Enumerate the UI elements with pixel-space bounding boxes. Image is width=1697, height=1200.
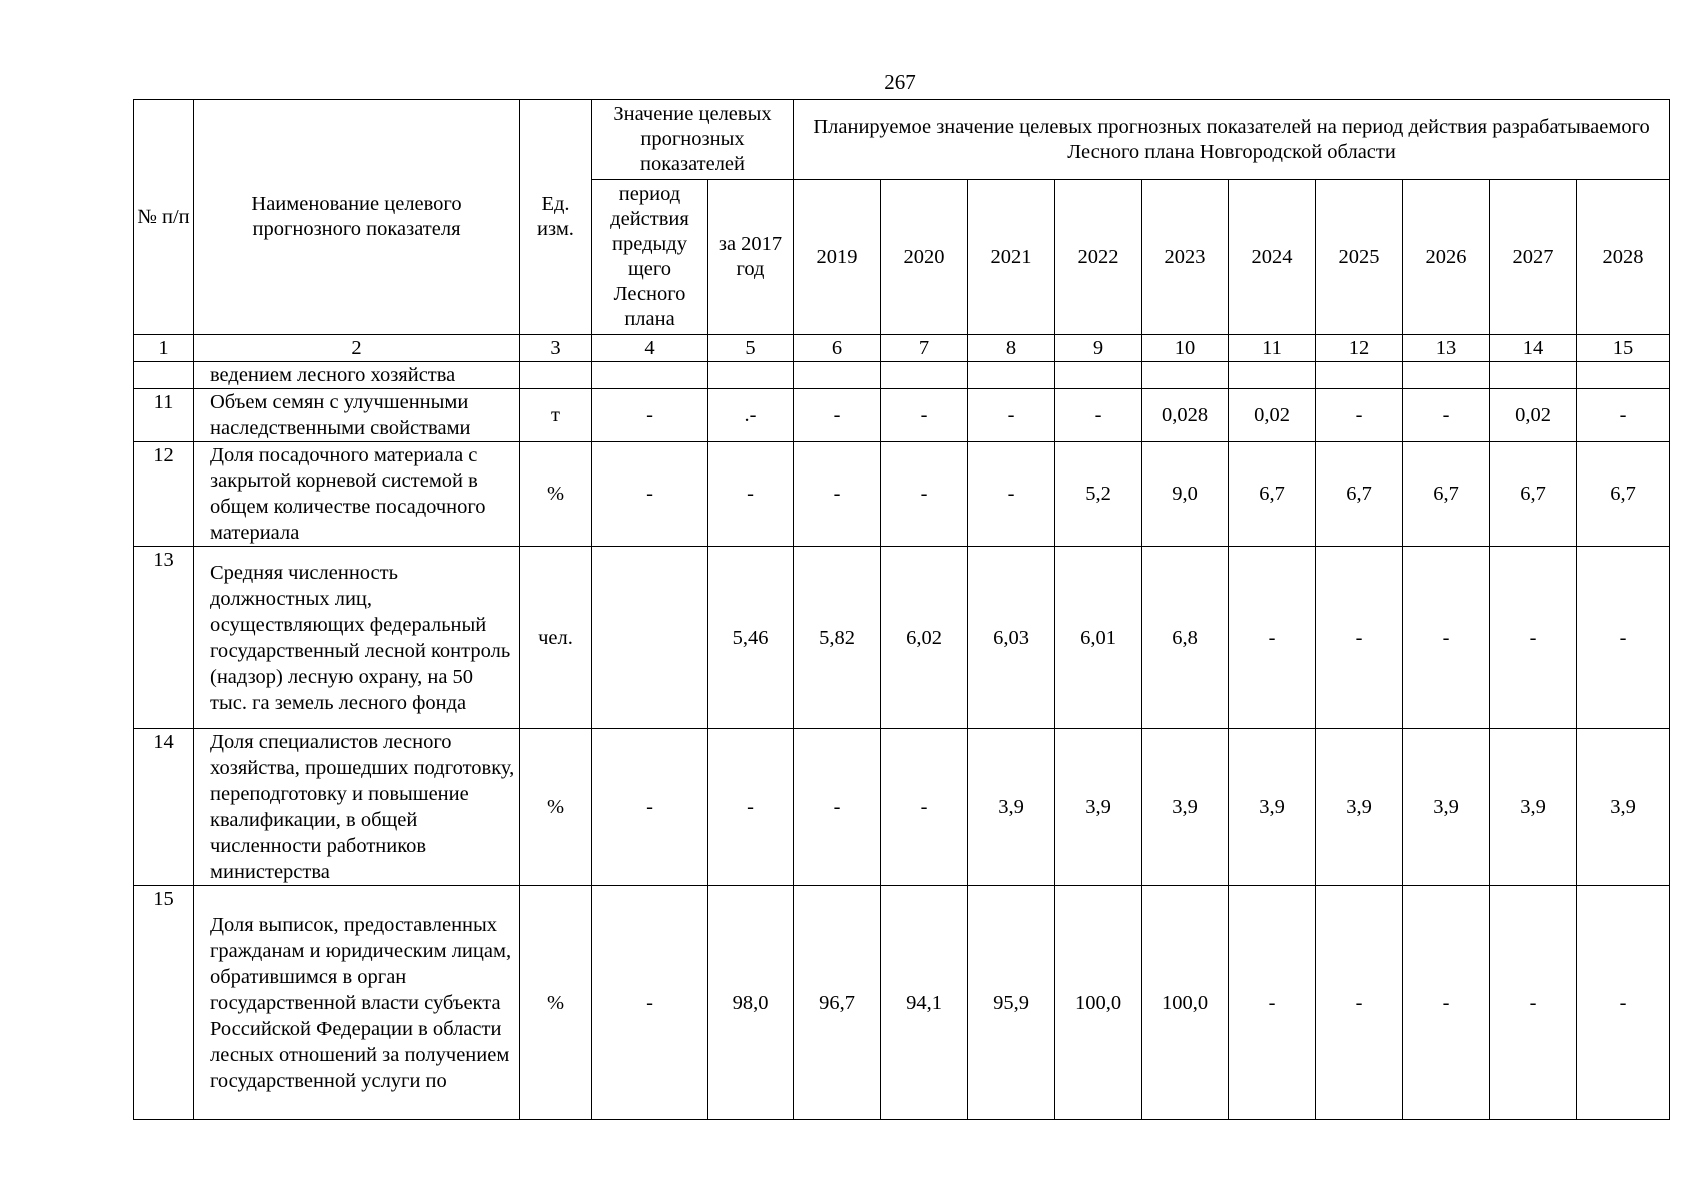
header-year: 2024: [1229, 180, 1316, 335]
value-cell: [708, 362, 794, 389]
column-numbers-row: [134, 335, 1670, 362]
unit-cell: [520, 362, 592, 389]
value-cell: [1577, 362, 1670, 389]
header-year: 2028: [1577, 180, 1670, 335]
header-year: 2021: [968, 180, 1055, 335]
header-year: 2026: [1403, 180, 1490, 335]
value-cell: 3,9: [1403, 729, 1490, 886]
indicator-name: Доля специалистов лесного хозяйства, прошедших подготовку, переподготовку и повышение квалификации, в общей численности работников министерства: [194, 729, 520, 886]
value-cell: 100,0: [1142, 886, 1229, 1120]
value-cell: -: [1490, 886, 1577, 1120]
value-cell: 6,7: [1490, 442, 1577, 547]
value-cell: 6,03: [968, 547, 1055, 729]
row-number: 14: [134, 729, 194, 886]
column-number: 15: [1577, 335, 1670, 362]
value-cell: -: [592, 442, 708, 547]
column-number: 9: [1055, 335, 1142, 362]
header-col-name: Наименование целевого прогнозного показателя: [194, 100, 520, 335]
value-cell: [794, 362, 881, 389]
value-cell: -: [968, 389, 1055, 442]
header-year: 2022: [1055, 180, 1142, 335]
header-group-values: Значение целевых прогнозных показателей: [592, 100, 794, 180]
value-cell: -: [708, 729, 794, 886]
value-cell: 6,7: [1577, 442, 1670, 547]
value-cell: -: [1229, 886, 1316, 1120]
value-cell: -: [1229, 547, 1316, 729]
indicator-name: Доля выписок, предоставленных гражданам и юридическим лицам, обратившимся в орган государственной власти субъекта Российской Федерации в области лесных отношений за получением государственной услуги по: [194, 886, 520, 1120]
value-cell: -: [1316, 547, 1403, 729]
value-cell: [1403, 362, 1490, 389]
value-cell: -: [1577, 547, 1670, 729]
value-cell: -: [1577, 389, 1670, 442]
value-cell: -: [1403, 886, 1490, 1120]
header-year: 2027: [1490, 180, 1577, 335]
value-cell: 6,02: [881, 547, 968, 729]
value-cell: 95,9: [968, 886, 1055, 1120]
column-number: 2: [194, 335, 520, 362]
value-cell: 96,7: [794, 886, 881, 1120]
column-number: 5: [708, 335, 794, 362]
value-cell: 3,9: [1142, 729, 1229, 886]
header-sub-prev-period: период действия предыду щего Лесного плана: [592, 180, 708, 335]
value-cell: -: [1316, 886, 1403, 1120]
value-cell: -: [794, 729, 881, 886]
indicator-name: Объем семян с улучшенными наследственными свойствами: [194, 389, 520, 442]
value-cell: -: [881, 442, 968, 547]
value-cell: -: [1403, 389, 1490, 442]
column-number: 4: [592, 335, 708, 362]
row-number: 15: [134, 886, 194, 1120]
value-cell: [592, 362, 708, 389]
header-sub-2017: за 2017 год: [708, 180, 794, 335]
value-cell: [592, 547, 708, 729]
value-cell: 98,0: [708, 886, 794, 1120]
column-number: 8: [968, 335, 1055, 362]
indicators-table: [133, 99, 1670, 1120]
value-cell: 0,02: [1229, 389, 1316, 442]
header-year: 2025: [1316, 180, 1403, 335]
column-number: 6: [794, 335, 881, 362]
column-number: 11: [1229, 335, 1316, 362]
unit-cell: %: [520, 729, 592, 886]
value-cell: 3,9: [1490, 729, 1577, 886]
value-cell: -: [1403, 547, 1490, 729]
indicator-name: Средняя численность должностных лиц, осуществляющих федеральный государственный лесной контроль (надзор) лесную охрану, на 50 тыс. га земель лесного фонда: [194, 547, 520, 729]
value-cell: 5,82: [794, 547, 881, 729]
value-cell: -: [1490, 547, 1577, 729]
value-cell: -: [881, 389, 968, 442]
column-number: 13: [1403, 335, 1490, 362]
row-number: 12: [134, 442, 194, 547]
value-cell: [1490, 362, 1577, 389]
table-row: [134, 886, 1670, 1120]
row-number: [134, 362, 194, 389]
table-row: [134, 547, 1670, 729]
value-cell: -: [592, 389, 708, 442]
page-number: 267: [884, 70, 916, 94]
table-row: [134, 442, 1670, 547]
value-cell: 6,8: [1142, 547, 1229, 729]
value-cell: 0,028: [1142, 389, 1229, 442]
column-number: 7: [881, 335, 968, 362]
value-cell: -: [794, 442, 881, 547]
value-cell: -: [1577, 886, 1670, 1120]
column-number: 1: [134, 335, 194, 362]
row-number: 11: [134, 389, 194, 442]
value-cell: 0,02: [1490, 389, 1577, 442]
value-cell: [1229, 362, 1316, 389]
header-group-planned: Планируемое значение целевых прогнозных показателей на период действия разрабатываемого Лесного плана Новгородской области: [794, 100, 1670, 180]
value-cell: 100,0: [1055, 886, 1142, 1120]
unit-cell: %: [520, 442, 592, 547]
value-cell: -: [1316, 389, 1403, 442]
value-cell: [1316, 362, 1403, 389]
value-cell: -: [968, 442, 1055, 547]
value-cell: 94,1: [881, 886, 968, 1120]
table-body: [134, 362, 1670, 1120]
table-row: [134, 729, 1670, 886]
indicator-name: ведением лесного хозяйства: [194, 362, 520, 389]
header-col-unit: Ед. изм.: [520, 100, 592, 335]
value-cell: 5,2: [1055, 442, 1142, 547]
header-year: 2019: [794, 180, 881, 335]
table-row: [134, 389, 1670, 442]
column-number: 12: [1316, 335, 1403, 362]
value-cell: 6,7: [1403, 442, 1490, 547]
row-number: 13: [134, 547, 194, 729]
column-number: 10: [1142, 335, 1229, 362]
value-cell: [1142, 362, 1229, 389]
value-cell: 5,46: [708, 547, 794, 729]
header-year: 2020: [881, 180, 968, 335]
value-cell: .-: [708, 389, 794, 442]
value-cell: 3,9: [968, 729, 1055, 886]
value-cell: -: [592, 729, 708, 886]
unit-cell: %: [520, 886, 592, 1120]
value-cell: [881, 362, 968, 389]
value-cell: 6,01: [1055, 547, 1142, 729]
value-cell: 3,9: [1055, 729, 1142, 886]
column-number: 14: [1490, 335, 1577, 362]
value-cell: 6,7: [1229, 442, 1316, 547]
value-cell: 3,9: [1229, 729, 1316, 886]
value-cell: 6,7: [1316, 442, 1403, 547]
value-cell: -: [708, 442, 794, 547]
value-cell: -: [881, 729, 968, 886]
unit-cell: т: [520, 389, 592, 442]
value-cell: 3,9: [1316, 729, 1403, 886]
indicator-name: Доля посадочного материала с закрытой корневой системой в общем количестве посадочного материала: [194, 442, 520, 547]
value-cell: 9,0: [1142, 442, 1229, 547]
value-cell: [1055, 362, 1142, 389]
table-header: [134, 100, 1670, 362]
header-col-num: № п/п: [134, 100, 194, 335]
header-year: 2023: [1142, 180, 1229, 335]
value-cell: -: [1055, 389, 1142, 442]
value-cell: -: [794, 389, 881, 442]
unit-cell: чел.: [520, 547, 592, 729]
value-cell: 3,9: [1577, 729, 1670, 886]
table-row: [134, 362, 1670, 389]
value-cell: -: [592, 886, 708, 1120]
value-cell: [968, 362, 1055, 389]
column-number: 3: [520, 335, 592, 362]
